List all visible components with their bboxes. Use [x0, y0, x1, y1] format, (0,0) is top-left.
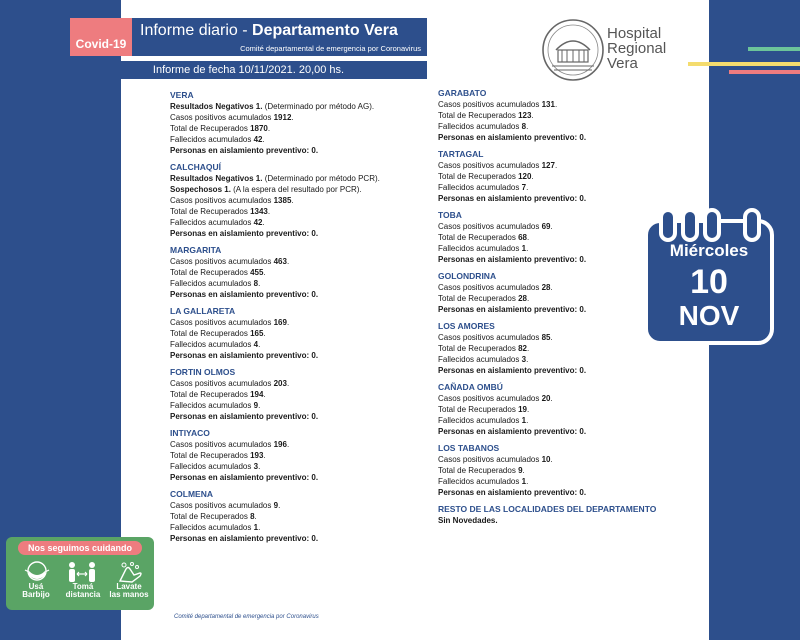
stat-label: Total de Recuperados [438, 466, 519, 475]
stat-label: Casos positivos acumulados [170, 501, 274, 510]
stat-value: 85 [541, 333, 551, 342]
distance-icon [66, 561, 98, 583]
locality-name: MARGARITA [170, 245, 222, 255]
stat-value: 169 [273, 318, 287, 327]
stat-suffix: . [262, 135, 265, 144]
stat-line [170, 450, 430, 461]
stat-label: Personas en aislamiento preventivo: 0. [438, 133, 587, 142]
stat-line [438, 393, 698, 404]
care-title: Nos seguimos cuidando [18, 541, 142, 555]
stat-value: 1343 [250, 207, 268, 216]
stat-suffix: . [258, 523, 261, 532]
stat-label: Fallecidos acumulados [170, 523, 254, 532]
stat-value: 42 [253, 135, 263, 144]
report-date: Informe de fecha 10/11/2021. 20,00 hs. [70, 61, 427, 79]
hospital-logo-text: Hospital Regional Vera [607, 25, 667, 72]
locality-block [438, 504, 698, 526]
stat-line [438, 99, 698, 110]
stat-label: Fallecidos acumulados [170, 279, 254, 288]
stat-suffix: . [286, 318, 290, 327]
stat-line [170, 289, 430, 300]
stat-value: 28 [518, 294, 527, 303]
handwash-icon [114, 561, 144, 583]
stat-value: 120 [518, 172, 532, 181]
stat-line [170, 350, 430, 361]
stat-suffix: . [554, 100, 558, 109]
stat-suffix: . [263, 451, 266, 460]
stat-line [170, 228, 430, 239]
stat-suffix: . [550, 394, 553, 403]
stat-value: 131 [541, 100, 555, 109]
stat-label: Casos positivos acumulados [438, 100, 542, 109]
stat-line [170, 134, 430, 145]
stat-value: 3 [521, 355, 527, 364]
stat-label: Fallecidos acumulados [438, 244, 522, 253]
stat-suffix: . [526, 405, 530, 414]
locality-block [170, 428, 430, 483]
stat-suffix: . [550, 283, 553, 292]
stat-label: Personas en aislamiento preventivo: 0. [170, 534, 319, 543]
stat-label: Total de Recuperados [170, 268, 251, 277]
stat-label: Casos positivos acumulados [438, 333, 542, 342]
stat-label: Total de Recuperados [438, 111, 519, 120]
locality-block [170, 306, 430, 361]
locality-name: COLMENA [170, 489, 213, 499]
stat-suffix: . [258, 279, 261, 288]
stat-suffix: . [550, 333, 553, 342]
stat-label: Fallecidos acumulados [438, 477, 522, 486]
stat-value: 8 [253, 279, 259, 288]
stat-value: 1 [521, 244, 527, 253]
locality-block [170, 162, 430, 239]
stat-label: Fallecidos acumulados [438, 416, 522, 425]
stat-value: 3 [253, 462, 259, 471]
stat-label: Fallecidos acumulados [438, 122, 522, 131]
green-stripe [748, 47, 800, 51]
stat-label: Personas en aislamiento preventivo: 0. [170, 290, 319, 299]
stat-suffix: . [258, 401, 261, 410]
stat-suffix: . [526, 416, 529, 425]
stat-value: 127 [541, 161, 555, 170]
stat-label: Personas en aislamiento preventivo: 0. [170, 146, 319, 155]
locality-block [170, 90, 430, 156]
stat-line [170, 145, 430, 156]
stat-label: Fallecidos acumulados [170, 135, 254, 144]
locality-block [170, 245, 430, 300]
stat-value: 194 [250, 390, 264, 399]
stat-label: Personas en aislamiento preventivo: 0. [170, 412, 319, 421]
locality-name: TARTAGAL [438, 149, 484, 159]
stat-label: Casos positivos acumulados [170, 113, 274, 122]
stat-suffix: . [267, 124, 271, 133]
stat-suffix: . [526, 122, 529, 131]
stat-value: 1912 [273, 113, 292, 122]
stat-suffix: . [286, 379, 290, 388]
stat-label: Total de Recuperados [438, 172, 519, 181]
locality-name: INTIYACO [170, 428, 210, 438]
stat-line [170, 472, 430, 483]
locality-name: VERA [170, 90, 194, 100]
stat-label: Total de Recuperados [170, 329, 251, 338]
stat-value: 9 [273, 501, 279, 510]
footer-text: Comité departamental de emergencia por Coronavirus [174, 614, 319, 620]
stat-suffix: . [522, 466, 525, 475]
stat-label: Fallecidos acumulados [170, 218, 254, 227]
stat-value: 19 [518, 405, 527, 414]
stat-label: Total de Recuperados [170, 451, 251, 460]
stat-line [170, 256, 430, 267]
stat-line [438, 415, 698, 426]
pink-stripe [729, 70, 800, 74]
stat-line [170, 522, 430, 533]
stat-line [170, 339, 430, 350]
locality-name: CAÑADA OMBÚ [438, 382, 503, 392]
stat-suffix: . [286, 257, 290, 266]
stat-label: Casos positivos acumulados [170, 196, 274, 205]
locality-name: TOBA [438, 210, 462, 220]
stat-value: 42 [253, 218, 263, 227]
stat-line [170, 173, 430, 184]
stat-line [438, 121, 698, 132]
stat-label: Casos positivos acumulados [438, 161, 542, 170]
stat-suffix: . [262, 218, 265, 227]
stat-line [438, 476, 698, 487]
calendar-number: 10 [690, 263, 728, 301]
stat-line [438, 354, 698, 365]
locality-name: LOS TABANOS [438, 443, 500, 453]
stat-suffix: . [286, 440, 290, 449]
stat-line [170, 411, 430, 422]
stat-suffix: . [263, 390, 266, 399]
stat-label: Personas en aislamiento preventivo: 0. [438, 194, 587, 203]
page-title: Informe diario - Departamento Vera [140, 22, 398, 39]
stat-line [170, 511, 430, 522]
locality-block [438, 382, 698, 437]
stat-value: 1870 [250, 124, 268, 133]
stat-suffix: . [526, 183, 529, 192]
covid-tag: Covid-19 [70, 18, 132, 56]
stat-label: Total de Recuperados [438, 405, 519, 414]
stat-label: Personas en aislamiento preventivo: 0. [170, 473, 319, 482]
stat-line [438, 404, 698, 415]
stat-label: Sospechosos 1. [170, 185, 231, 194]
stat-suffix: . [531, 111, 534, 120]
stat-suffix: . [550, 222, 553, 231]
stat-value: 455 [250, 268, 264, 277]
stat-line [438, 193, 698, 204]
stat-label: Total de Recuperados [438, 294, 519, 303]
stat-label: Personas en aislamiento preventivo: 0. [438, 427, 587, 436]
stat-label: Sin Novedades. [438, 516, 498, 525]
stat-line [438, 171, 698, 182]
stat-line [438, 515, 698, 526]
stat-value: 9 [253, 401, 259, 410]
stat-label: Personas en aislamiento preventivo: 0. [170, 351, 319, 360]
stat-label: Resultados Negativos 1. [170, 174, 263, 183]
stat-suffix: . [263, 329, 266, 338]
stat-value: 28 [541, 283, 551, 292]
stat-line [170, 317, 430, 328]
stat-line [438, 132, 698, 143]
title-box [132, 18, 427, 56]
stat-label: Personas en aislamiento preventivo: 0. [438, 488, 587, 497]
stat-label: Fallecidos acumulados [438, 183, 522, 192]
stat-line [438, 182, 698, 193]
mask-icon [22, 561, 52, 583]
locality-block [170, 367, 430, 422]
stat-suffix: . [550, 455, 553, 464]
stat-label: Fallecidos acumulados [170, 340, 254, 349]
stat-suffix: . [531, 172, 534, 181]
stat-value: 203 [273, 379, 287, 388]
locality-name: LOS AMORES [438, 321, 495, 331]
stat-value: 165 [250, 329, 264, 338]
stat-line [170, 328, 430, 339]
stat-suffix: . [263, 268, 266, 277]
stat-line [170, 112, 430, 123]
stat-line [170, 217, 430, 228]
left-locality-column [170, 90, 430, 550]
stat-suffix: . [526, 294, 530, 303]
stat-value: 196 [273, 440, 287, 449]
stat-line [438, 487, 698, 498]
stat-value: 7 [521, 183, 527, 192]
locality-name: CALCHAQUÍ [170, 162, 221, 172]
stat-line [170, 378, 430, 389]
stat-suffix: . [278, 501, 281, 510]
stat-line [170, 184, 430, 195]
locality-name: FORTIN OLMOS [170, 367, 236, 377]
stat-value: 8 [521, 122, 527, 131]
stat-label: Personas en aislamiento preventivo: 0. [438, 255, 587, 264]
stat-line [438, 454, 698, 465]
stat-suffix: (Determinado por método AG). [262, 102, 375, 111]
stat-line [170, 123, 430, 134]
care-label-mask: Usá Barbijo [22, 582, 50, 599]
stat-suffix: . [554, 161, 558, 170]
stat-label: Casos positivos acumulados [438, 283, 542, 292]
locality-block [438, 88, 698, 143]
stat-label: Casos positivos acumulados [170, 257, 274, 266]
stat-label: Casos positivos acumulados [438, 394, 542, 403]
stat-label: Personas en aislamiento preventivo: 0. [438, 366, 587, 375]
stat-label: Resultados Negativos 1. [170, 102, 263, 111]
stat-value: 10 [541, 455, 551, 464]
stat-label: Casos positivos acumulados [438, 455, 542, 464]
stat-line [170, 101, 430, 112]
stat-label: Total de Recuperados [170, 390, 251, 399]
stat-line [170, 278, 430, 289]
stat-value: 463 [273, 257, 287, 266]
care-label-distance: Tomá distancia [65, 582, 101, 599]
locality-block [438, 149, 698, 204]
stat-line [170, 461, 430, 472]
stat-label: Total de Recuperados [170, 512, 251, 521]
stat-label: Casos positivos acumulados [170, 379, 274, 388]
stat-value: 9 [518, 466, 523, 475]
stat-value: 193 [250, 451, 264, 460]
stat-value: 1 [521, 416, 527, 425]
stat-suffix: . [258, 340, 261, 349]
stat-label: Fallecidos acumulados [438, 355, 522, 364]
stat-value: 8 [250, 512, 255, 521]
stat-line [438, 426, 698, 437]
stat-value: 20 [541, 394, 551, 403]
stat-value: 82 [518, 344, 527, 353]
locality-name: LA GALLARETA [170, 306, 236, 316]
stat-suffix: . [258, 462, 261, 471]
stat-label: Casos positivos acumulados [438, 222, 542, 231]
stat-label: Total de Recuperados [438, 233, 519, 242]
stat-label: Total de Recuperados [170, 207, 251, 216]
locality-block [438, 443, 698, 498]
stat-suffix: . [526, 244, 529, 253]
stat-suffix: . [526, 477, 529, 486]
stat-value: 1 [521, 477, 527, 486]
stat-suffix: . [526, 233, 530, 242]
stat-suffix: . [526, 355, 529, 364]
stat-label: Fallecidos acumulados [170, 462, 254, 471]
stat-label: Casos positivos acumulados [170, 440, 274, 449]
stat-line [170, 533, 430, 544]
stat-line [170, 500, 430, 511]
calendar-day: Miércoles [669, 241, 749, 260]
stat-line [170, 439, 430, 450]
stat-suffix: . [526, 344, 530, 353]
stat-suffix: (A la espera del resultado por PCR). [230, 185, 362, 194]
locality-name: GOLONDRINA [438, 271, 497, 281]
stat-line [438, 160, 698, 171]
stat-suffix: . [291, 113, 294, 122]
stat-line [170, 389, 430, 400]
locality-name: GARABATO [438, 88, 487, 98]
stat-suffix: (Determinado por método PCR). [262, 174, 380, 183]
stat-value: 4 [253, 340, 259, 349]
stat-value: 69 [541, 222, 551, 231]
stat-value: 68 [518, 233, 527, 242]
stat-line [438, 365, 698, 376]
stat-line [170, 195, 430, 206]
stat-label: Personas en aislamiento preventivo: 0. [170, 229, 319, 238]
care-label-handwash: Lavate las manos [109, 582, 149, 599]
page-subtitle: Comité departamental de emergencia por Coronavirus [240, 44, 421, 53]
stat-label: Personas en aislamiento preventivo: 0. [438, 305, 587, 314]
stat-line [170, 267, 430, 278]
stat-line [438, 110, 698, 121]
stat-line [438, 465, 698, 476]
stat-line [170, 206, 430, 217]
stat-suffix: . [291, 196, 294, 205]
locality-block [170, 489, 430, 544]
stat-value: 1 [253, 523, 259, 532]
stat-label: Total de Recuperados [438, 344, 519, 353]
locality-name: RESTO DE LAS LOCALIDADES DEL DEPARTAMENTO [438, 504, 657, 514]
stat-line [170, 400, 430, 411]
yellow-stripe [688, 62, 800, 66]
stat-label: Casos positivos acumulados [170, 318, 274, 327]
stat-suffix: . [254, 512, 257, 521]
stat-label: Total de Recuperados [170, 124, 251, 133]
stat-value: 1385 [273, 196, 292, 205]
calendar-month: NOV [678, 300, 740, 331]
stat-value: 123 [518, 111, 532, 120]
stat-label: Fallecidos acumulados [170, 401, 254, 410]
stat-suffix: . [267, 207, 271, 216]
